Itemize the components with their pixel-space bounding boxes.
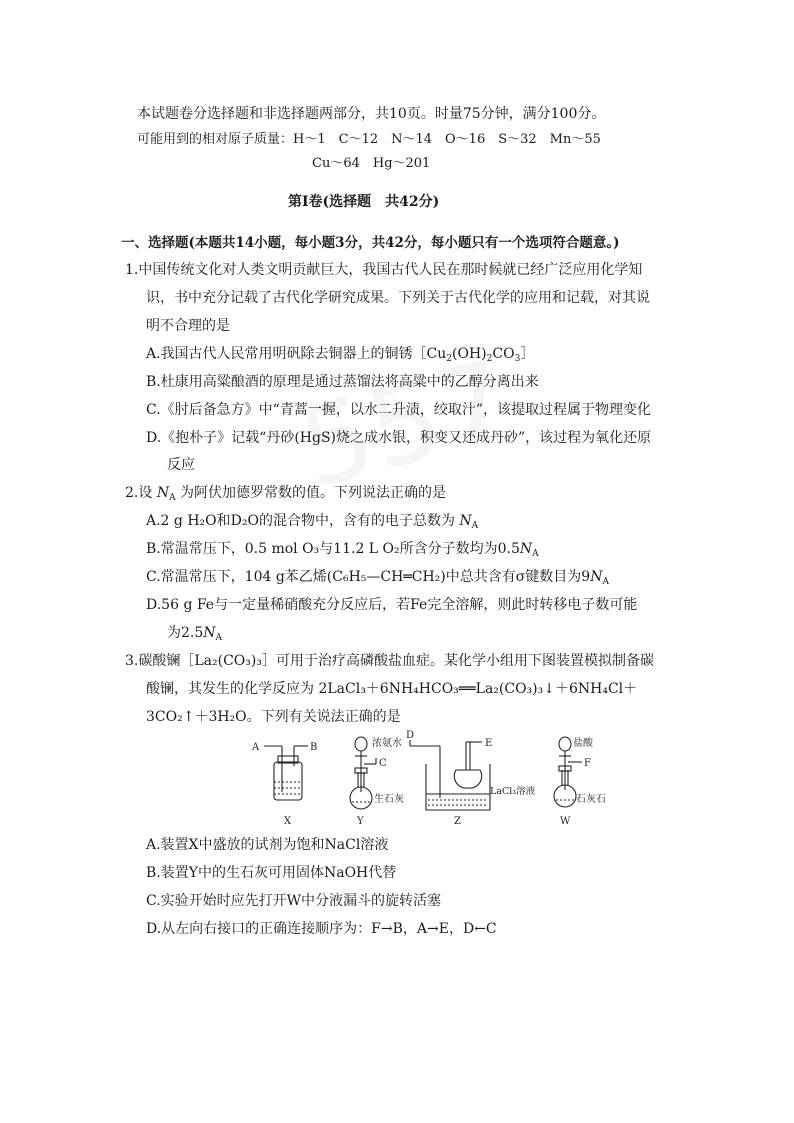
- label-quicklime: 生石灰: [374, 794, 404, 805]
- label-z: Z: [454, 816, 461, 827]
- q3-stem-line1: 3.碳酸镧［La₂(CO₃)₃］可用于治疗高磷酸盐血症。某化学小组用下图装置模拟制备碳: [125, 653, 654, 669]
- q3-stem-line2: 酸镧，其发生的化学反应为 2LaCl₃＋6NH₄HCO₃══La₂(CO₃)₃↓＋6NH₄Cl＋: [146, 681, 638, 697]
- q3-option-a: A.装置X中盛放的试剂为饱和NaCl溶液: [146, 837, 389, 853]
- q2-option-a: A.2 g H₂O和D₂O的混合物中，含有的电子总数为 $N_A$: [146, 513, 479, 531]
- label-f: F: [584, 758, 591, 769]
- q3-option-c: C.实验开始时应先打开W中分液漏斗的旋转活塞: [146, 893, 442, 909]
- label-hcl: 盐酸: [573, 738, 593, 749]
- q3-stem-line3: 3CO₂↑＋3H₂O。下列有关说法正确的是: [146, 709, 401, 725]
- label-y: Y: [357, 816, 364, 827]
- q2-stem: 2.设 $N_A$ 为阿伏加德罗常数的值。下列说法正确的是: [125, 485, 447, 503]
- q2-option-b: B.常温常压下，0.5 mol O₃与11.2 L O₂所含分子数均为$0.5N_A$: [146, 541, 539, 559]
- q3-option-b: B.装置Y中的生石灰可用固体NaOH代替: [146, 865, 397, 881]
- label-lacl3: LaCl₃溶液: [490, 786, 536, 797]
- atomic-masses-line1: [137, 130, 601, 150]
- label-c: C: [379, 758, 387, 769]
- label-w: W: [560, 816, 571, 827]
- label-b: B: [310, 742, 318, 753]
- q1-option-c: C.《肘后备急方》中“青蒿一握，以水二升渍，绞取汁”，该提取过程属于物理变化: [146, 402, 651, 418]
- q2-option-d-line2: 为$2.5N_A$: [167, 625, 223, 643]
- atomic-masses-values: H～1 C～12 N～14 O～16 S～32 Mn～55: [293, 132, 601, 147]
- section-title: 第Ⅰ卷(选择题 共42分): [288, 194, 440, 210]
- apparatus-figure: [240, 730, 606, 832]
- q1-stem-line2: 识，书中充分记载了古代化学研究成果。下列关于古代化学的应用和记载，对其说: [146, 290, 650, 306]
- label-a: A: [252, 742, 260, 753]
- apparatus-z-beaker: [410, 738, 493, 810]
- label-e: E: [485, 738, 493, 749]
- q1-stem-line1: 1.中国传统文化对人类文明贡献巨大，我国古代人民在那时候就已经广泛应用化学知: [125, 262, 643, 278]
- label-limestone: 石灰石: [576, 794, 606, 805]
- label-x: X: [284, 816, 292, 827]
- atomic-masses-line2: Cu～64 Hg～201: [312, 156, 431, 171]
- q1-option-d-line1: D.《抱朴子》记载“丹砂(HgS)烧之成水银，积变又还成丹砂”，该过程为氧化还原: [146, 430, 652, 446]
- exam-intro: 本试题卷分选择题和非选择题两部分，共10页。时量75分钟，满分100分。: [137, 106, 606, 122]
- label-ammonia: 浓氨水: [372, 738, 402, 749]
- apparatus-x-bottle: [264, 746, 308, 800]
- q3-option-d: D.从左向右接口的正确连接顺序为：F→B，A→E，D←C: [146, 921, 497, 937]
- label-d: D: [406, 730, 415, 741]
- q1-option-a: A.我国古代人民常用明矾除去铜器上的铜锈$[Cu_2(OH)_2CO_3]$: [146, 346, 535, 364]
- part-title: 一、选择题(本题共14小题，每小题3分，共42分，每小题只有一个选项符合题意。): [121, 235, 620, 251]
- q2-option-d-line1: D.56 g Fe与一定量稀硝酸充分反应后，若Fe完全溶解，则此时转移电子数可能: [146, 597, 638, 613]
- q1-option-d-line2: 反应: [167, 457, 195, 473]
- q2-option-c: C.常温常压下，104 g苯乙烯(C₆H₅—CH═CH₂)中总共含有σ键数目为$9N_A$: [146, 569, 609, 587]
- q1-stem-line3: 明不合理的是: [146, 318, 230, 334]
- q1-option-b: B.杜康用高粱酿酒的原理是通过蒸馏法将高粱中的乙醇分离出来: [146, 374, 539, 390]
- atomic-masses-label: 可能用到的相对原子质量：: [137, 132, 294, 147]
